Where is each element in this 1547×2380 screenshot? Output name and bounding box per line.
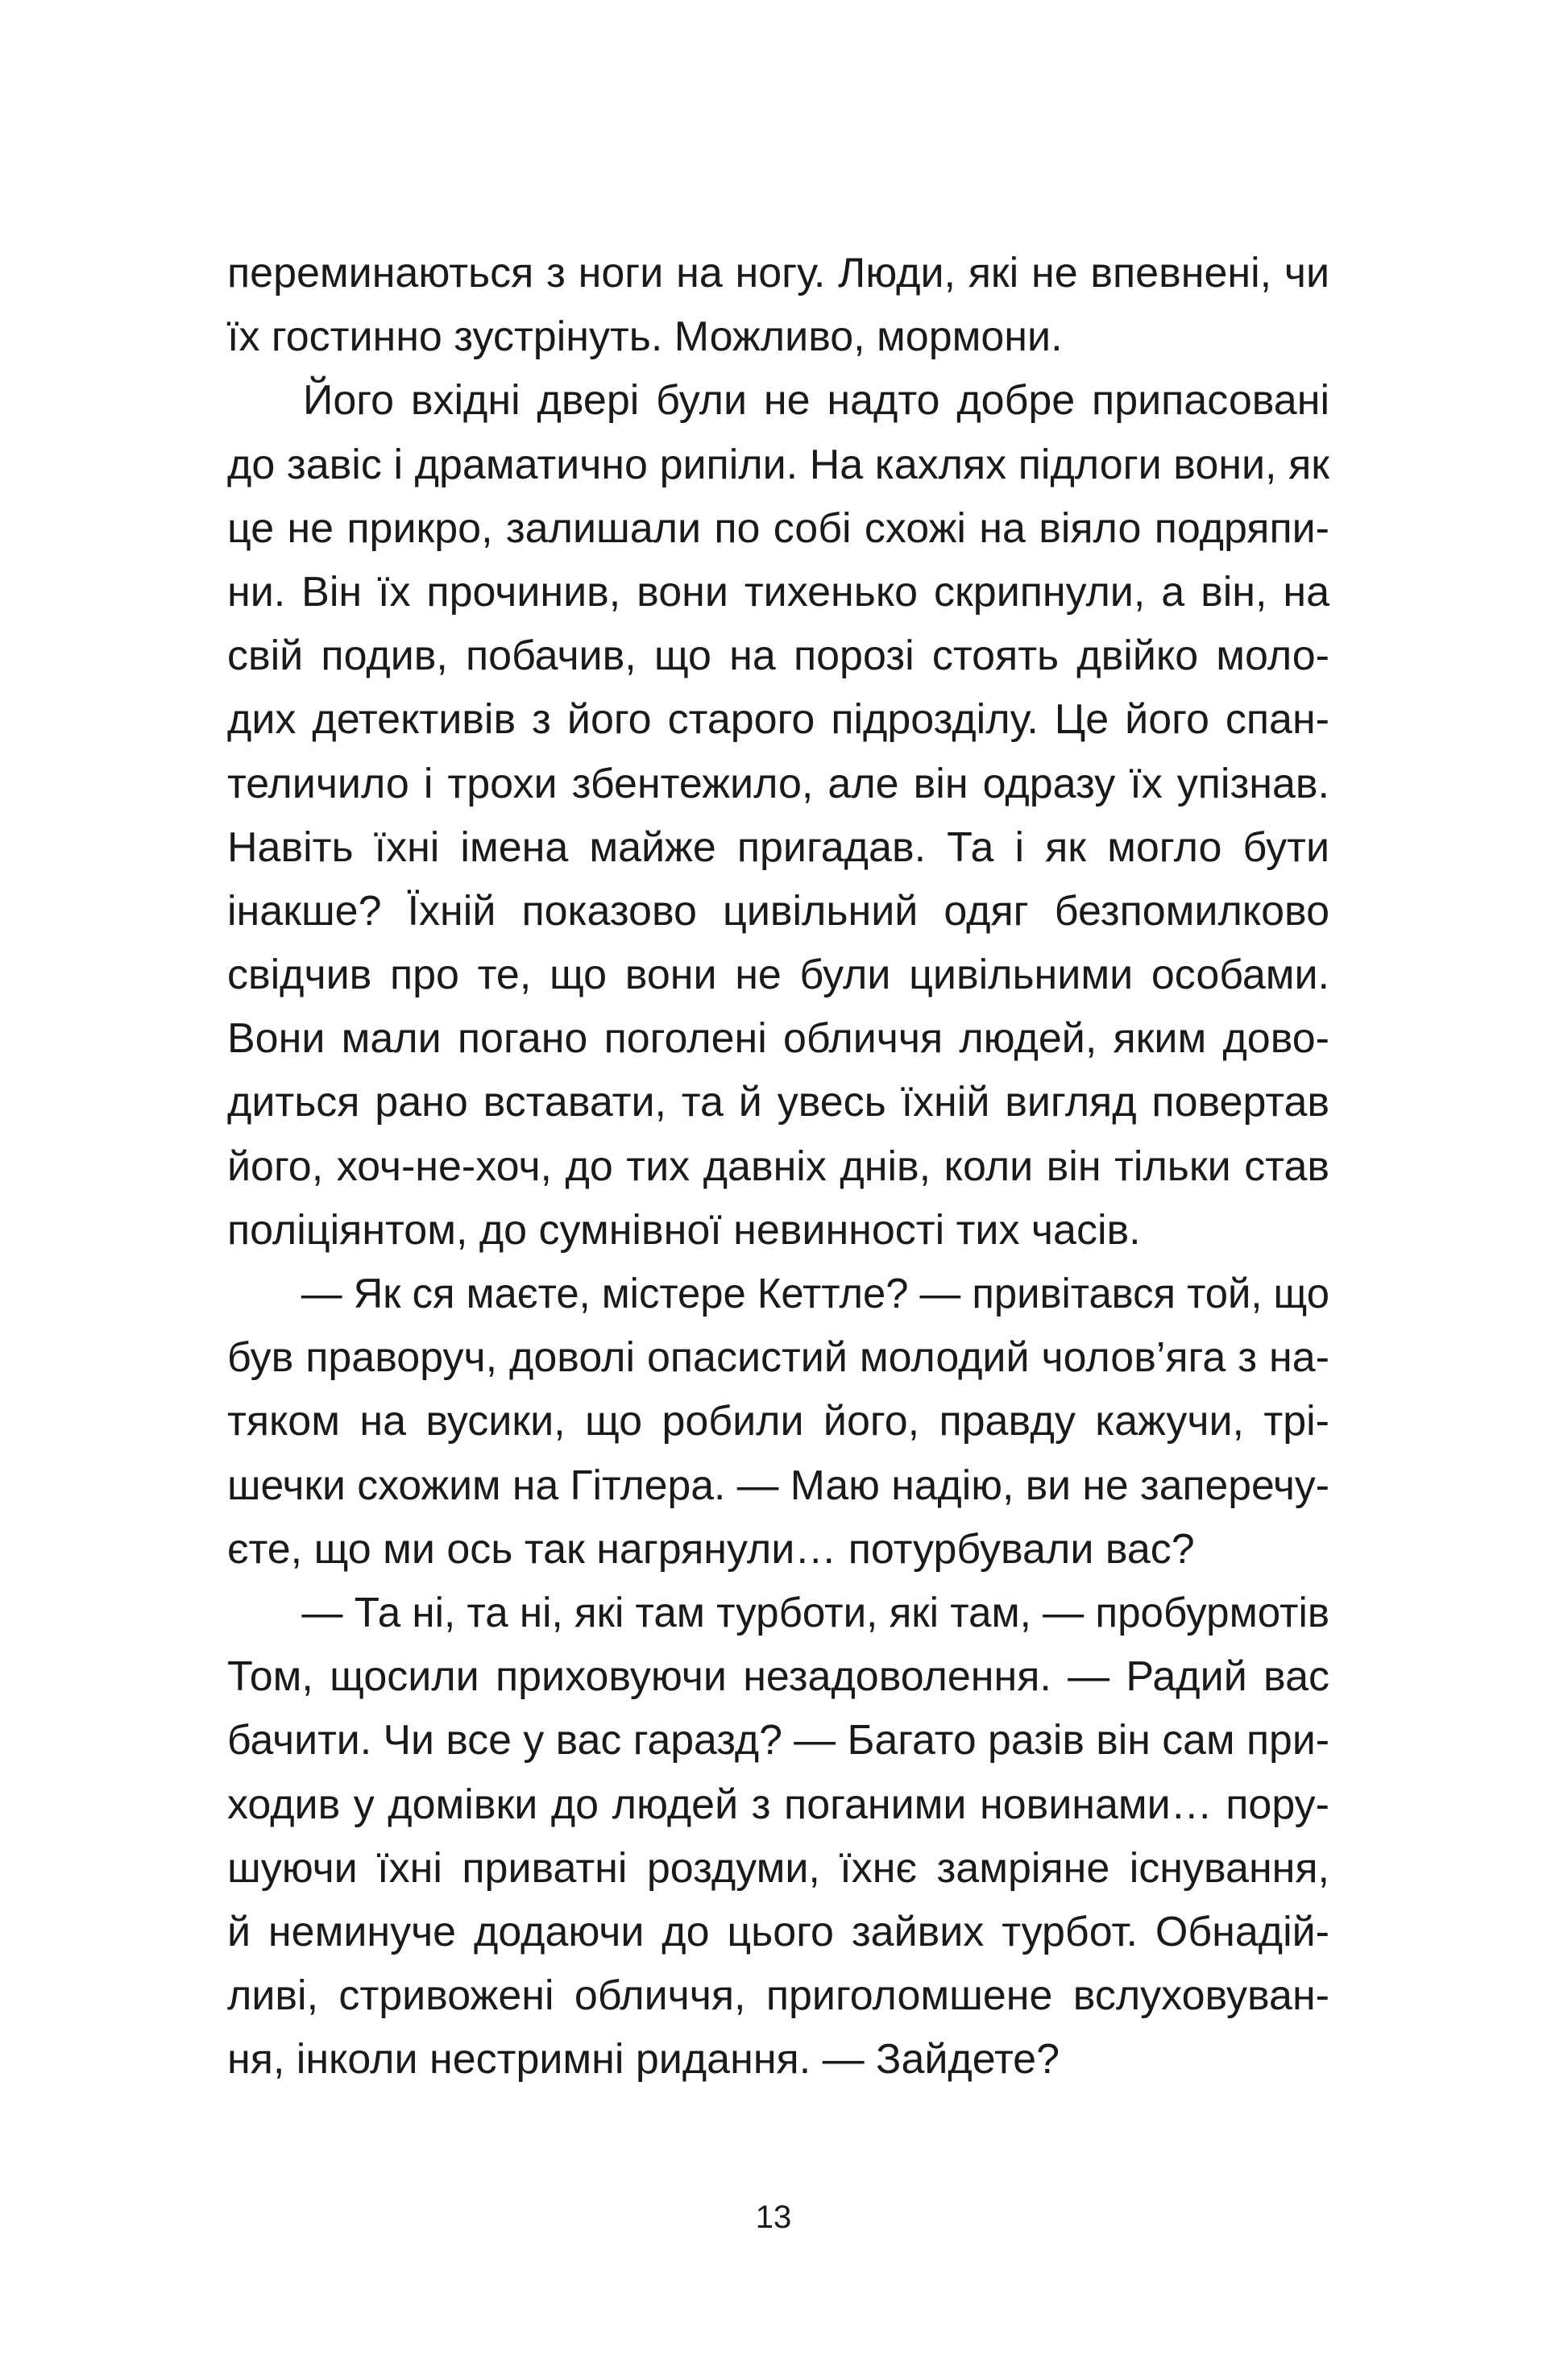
text-line: Його вхідні двері були не надто добре припасовані	[303, 377, 1329, 425]
text-line: — Як ся маєте, містере Кеттле? — привітався той, що	[301, 1271, 1329, 1317]
text-line: свій подив, побачив, що на порозі стоять двійко моло-	[227, 632, 1329, 680]
text-line: їх гостинно зустрінуть. Можливо, мормони.	[227, 313, 1063, 361]
text-line: переминаються з ноги на ногу. Люди, які не впевнені, чи	[227, 250, 1329, 296]
text-line: шечки схожим на Гітлера. — Маю надію, ви не заперечу-	[227, 1462, 1329, 1509]
text-line: бачити. Чи все у вас гаразд? — Багато разів він сам при-	[227, 1717, 1329, 1764]
text-line: тяком на вусики, що робили його, правду кажучи, трі-	[227, 1398, 1329, 1445]
text-line: й неминуче додаючи до цього зайвих турбот. Обнадій-	[227, 1908, 1329, 1955]
text-line: ливі, стривожені обличчя, приголомшене вслуховуван-	[227, 1972, 1329, 2020]
text-line: Вони мали погано поголені обличчя людей, яким дово-	[227, 1015, 1329, 1063]
text-line: Том, щосили приховуючи незадоволення. — Радий вас	[227, 1653, 1329, 1701]
text-line: ня, інколи нестримні ридання. — Зайдете?	[227, 2036, 1060, 2084]
paragraph	[227, 369, 1329, 1263]
text-line: це не прикро, залишали по собі схожі на віяло подряпи-	[227, 504, 1329, 552]
text-line: теличило і трохи збентежило, але він одразу їх упізнав.	[227, 760, 1329, 807]
text-line: — Та ні, та ні, які там турботи, які там, — пробурмотів	[301, 1589, 1329, 1636]
text-line: шуючи їхні приватні роздуми, їхнє замріяне існування,	[227, 1844, 1329, 1892]
paragraph	[227, 242, 1329, 369]
page-number: 13	[755, 2200, 792, 2235]
text-line: Навіть їхні імена майже пригадав. Та і як могло бути	[227, 823, 1329, 871]
text-line: ходив у домівки до людей з поганими новинами… пору-	[227, 1781, 1329, 1828]
paragraph	[227, 1582, 1329, 2092]
text-line: свідчив про те, що вони не були цивільними особами.	[227, 952, 1329, 999]
text-line: диться рано вставати, та й увесь їхній вигляд повертав	[227, 1079, 1329, 1126]
text-line: його, хоч-не-хоч, до тих давніх днів, коли він тільки став	[227, 1142, 1329, 1190]
body-text	[227, 242, 1329, 2092]
text-line: до завіс і драматично рипіли. На кахлях підлоги вони, як	[227, 441, 1329, 488]
text-line: ни. Він їх прочинив, вони тихенько скрипнули, а він, на	[227, 568, 1329, 616]
text-line: поліціянтом, до сумнівної невинності тих часів.	[227, 1206, 1141, 1254]
text-line: дих детективів з його старого підрозділу. Це його спан-	[227, 696, 1329, 744]
paragraph	[227, 1263, 1329, 1582]
text-line: був праворуч, доволі опасистий молодий чолов’яга з на-	[227, 1334, 1329, 1382]
text-line: єте, що ми ось так нагрянули… потурбували вас?	[227, 1525, 1195, 1573]
text-line: інакше? Їхній показово цивільний одяг безпомилково	[227, 887, 1329, 935]
